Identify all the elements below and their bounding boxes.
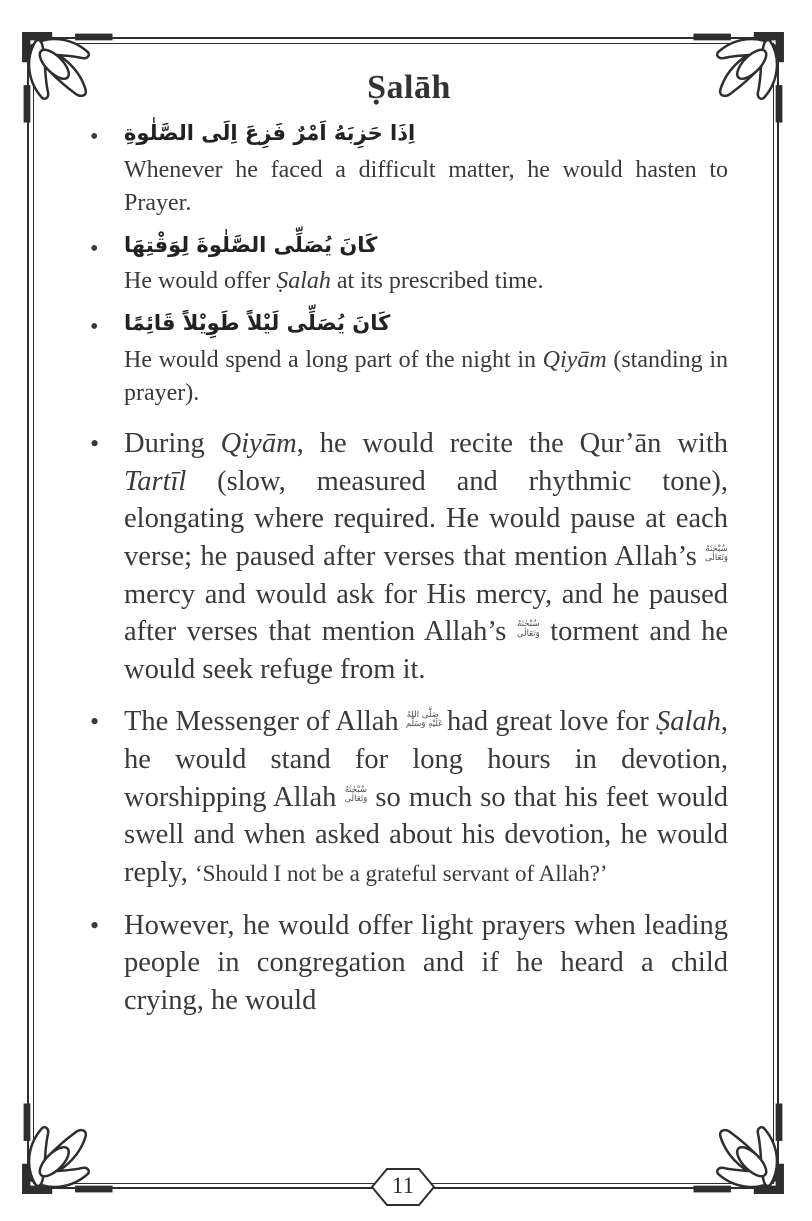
- italic-term: Qiyām: [542, 346, 607, 373]
- page-border-frame: [27, 37, 779, 1198]
- english-translation-text: He would offer Ṣalah at its prescribed time.: [124, 268, 544, 295]
- bullet-marker: •: [90, 707, 100, 737]
- honorific-swt-icon: سُبْحٰنَهُ وَتَعَالٰى: [705, 544, 728, 564]
- bullet-body: [124, 307, 728, 410]
- bullet-body: [124, 907, 728, 1020]
- bullet-body: [124, 229, 728, 299]
- bullet-marker: •: [90, 910, 100, 940]
- list-item: [90, 307, 728, 410]
- list-item: [90, 117, 728, 220]
- arabic-hadith-text: اِذَا حَزِبَهُ اَمْرٌ فَزِعَ اِلَى الصَّلٰوةِ: [124, 121, 416, 145]
- bullet-marker: •: [90, 235, 99, 262]
- english-translation-text: During Qiyām, he would recite the Qur’ān with Tartīl (slow, measured and rhythmic tone), elongating where required. He would pause at each verse; he paused after verses that mention Allah’s سُبْحٰنَهُ وَتَعَالٰى mercy and would ask for His mercy, and he paused after verses that mention Allah’s سُبْحٰنَهُ وَتَعَالٰى torment and he would seek refuge from it.: [124, 428, 728, 685]
- bullet-list: [90, 117, 728, 1019]
- italic-term: Ṣalah: [276, 268, 331, 295]
- bullet-body: [124, 425, 728, 688]
- page-title: Ṣalāh: [367, 69, 451, 106]
- italic-term: Tartīl: [124, 465, 187, 497]
- bullet-marker: •: [90, 124, 99, 150]
- list-item: [90, 229, 728, 299]
- bullet-marker: •: [90, 314, 99, 341]
- celtic-knot-corner-icon: [681, 1091, 785, 1195]
- english-translation-text: However, he would offer light prayers when leading people in congregation and if he heard a child crying, he would: [124, 909, 728, 1016]
- bullet-marker: •: [90, 429, 100, 459]
- english-translation-text: He would spend a long part of the night in Qiyām (standing in prayer).: [124, 346, 728, 407]
- quotation-text: ‘Should I not be a grateful servant of Allah?’: [194, 860, 608, 886]
- italic-term: Qiyām: [220, 428, 297, 460]
- bullet-body: [124, 703, 728, 891]
- english-translation-text: Whenever he faced a difficult matter, he would hasten to Prayer.: [124, 156, 728, 216]
- honorific-swt-icon: سُبْحٰنَهُ وَتَعَالٰى: [344, 784, 368, 805]
- honorific-swt-icon: سُبْحٰنَهُ وَتَعَالٰى: [516, 619, 540, 639]
- arabic-hadith-text: كَانَ يُصَلِّى الصَّلٰوةَ لِوَقْتِهَا: [124, 232, 378, 257]
- celtic-knot-corner-icon: [21, 1091, 125, 1195]
- page-content: [90, 69, 728, 1032]
- arabic-hadith-text: كَانَ يُصَلِّى لَيْلاً طَوِيْلاً قَائِمًا: [124, 311, 391, 336]
- bullet-body: [124, 117, 728, 220]
- italic-term: Ṣalah: [655, 706, 721, 738]
- page-number-badge: [370, 1165, 436, 1209]
- english-translation-text: The Messenger of Allah صَلَّى اللهُ عَلَيْهِ وَسَلَّم had great love for Ṣalah, he would stand for long hours in devotion, worshipping Allah سُبْحٰنَهُ وَتَعَالٰى so much so that his feet would swell and when asked about his devotion, he would reply, ‘Should I not be a grateful servant of Allah?’: [124, 706, 728, 888]
- celtic-knot-corner-icon: [21, 31, 125, 135]
- list-item: [90, 425, 728, 688]
- list-item: [90, 907, 728, 1020]
- celtic-knot-corner-icon: [681, 31, 785, 135]
- honorific-saw-icon: صَلَّى اللهُ عَلَيْهِ وَسَلَّم: [405, 709, 444, 729]
- list-item: [90, 703, 728, 891]
- page-number: 11: [391, 1173, 415, 1198]
